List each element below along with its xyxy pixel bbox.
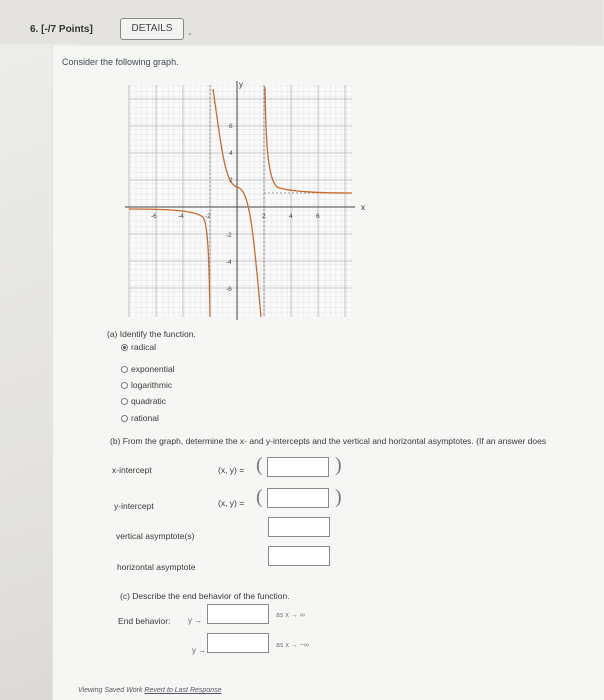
radio-selected-icon[interactable] (121, 344, 128, 351)
option-radical[interactable] (121, 342, 156, 352)
horizontal-asymptote-label: horizontal asymptote (117, 562, 196, 572)
x-tick-label: -6 (151, 213, 157, 220)
x-tick-label: 4 (289, 213, 293, 220)
part-a-question: (a) Identify the function. (107, 329, 196, 339)
y-arrow-label: y → (188, 616, 203, 625)
x-tick-label: -2 (205, 213, 211, 220)
option-rational[interactable] (121, 413, 159, 423)
radio-icon[interactable] (121, 366, 128, 373)
option-logarithmic[interactable] (121, 380, 172, 390)
y-tick-label: -2 (226, 232, 232, 239)
y-tick-label: 6 (229, 123, 233, 130)
option-label: radical (131, 342, 157, 352)
option-label: rational (131, 413, 159, 423)
end-behavior-positive-input[interactable] (207, 604, 269, 624)
open-paren: ( (256, 454, 263, 476)
x-intercept-input[interactable] (267, 457, 329, 477)
function-graph (125, 75, 365, 320)
option-exponential[interactable] (121, 364, 174, 374)
x-axis-label: x (361, 203, 365, 212)
radio-icon[interactable] (121, 382, 128, 389)
x-tick-label: -4 (178, 213, 184, 220)
option-quadratic[interactable] (121, 396, 166, 406)
y-tick-label: -4 (226, 259, 232, 266)
revert-link[interactable]: Revert to Last Response (144, 687, 222, 694)
x-tick-label: 2 (262, 213, 266, 220)
x-intercept-label: x-intercept (112, 465, 152, 475)
radio-icon[interactable] (121, 415, 128, 422)
x-tick-label: 6 (316, 213, 320, 220)
horizontal-asymptote-input[interactable] (268, 546, 330, 566)
end-behavior-negative-input[interactable] (207, 633, 269, 653)
vertical-asymptote-label: vertical asymptote(s) (116, 531, 195, 541)
question-prompt: Consider the following graph. (62, 57, 179, 67)
y-tick-label: 4 (229, 150, 233, 157)
part-b-question: (b) From the graph, determine the x- and y-intercepts and the vertical and horizontal asymptotes. (If an answer does (110, 436, 547, 446)
end-behavior-label: End behavior: (118, 616, 171, 626)
option-label: quadratic (131, 396, 166, 406)
y-arrow-label: y → (192, 646, 207, 655)
as-x-positive-infinity: as x → ∞ (276, 612, 305, 619)
as-x-negative-infinity: as x → −∞ (276, 642, 309, 649)
vertical-asymptote-input[interactable] (268, 517, 330, 537)
xy-equals-label: (x, y) = (218, 498, 245, 508)
y-tick-label: -6 (226, 286, 232, 293)
graph-minor-grid (129, 85, 352, 317)
viewing-saved-work: Viewing Saved Work (78, 687, 143, 694)
part-c-question: (c) Describe the end behavior of the function. (120, 591, 290, 601)
viewing-footer (78, 687, 221, 694)
xy-equals-label: (x, y) = (218, 465, 245, 475)
option-label: exponential (131, 364, 175, 374)
option-label: logarithmic (131, 380, 173, 390)
y-intercept-label: y-intercept (114, 501, 154, 511)
question-number: 6. [-/7 Points] (30, 24, 93, 35)
y-tick-label: 2 (229, 177, 233, 184)
y-intercept-input[interactable] (267, 488, 329, 508)
dot-icon (189, 33, 191, 35)
question-header (0, 0, 603, 44)
close-paren: ) (335, 454, 342, 476)
y-axis-label: y (239, 80, 243, 89)
details-button[interactable]: DETAILS (120, 18, 184, 40)
radio-icon[interactable] (121, 398, 128, 405)
open-paren: ( (256, 486, 263, 508)
close-paren: ) (335, 486, 342, 508)
